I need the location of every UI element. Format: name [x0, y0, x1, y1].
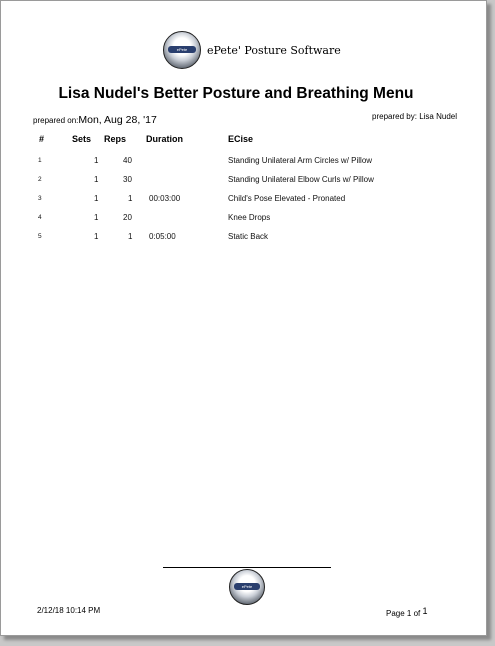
prepared-on-date: Mon, Aug 28, '17 — [78, 114, 157, 126]
row-number: 1 — [38, 157, 42, 164]
prepared-on — [33, 114, 157, 126]
row-exercise: Standing Unilateral Elbow Curls w/ Pillow — [228, 175, 374, 184]
row-exercise: Child's Pose Elevated - Pronated — [228, 194, 346, 203]
prepared-by-name: Lisa Nudel — [419, 112, 457, 121]
row-reps: 20 — [123, 213, 132, 222]
row-number: 2 — [38, 176, 42, 183]
row-sets: 1 — [94, 156, 99, 165]
row-reps: 1 — [128, 194, 133, 203]
row-sets: 1 — [94, 232, 99, 241]
column-header-number: # — [39, 134, 45, 144]
row-number: 4 — [38, 214, 42, 221]
row-reps: 40 — [123, 156, 132, 165]
row-sets: 1 — [94, 194, 99, 203]
print-datetime: 2/12/18 10:14 PM — [37, 606, 101, 615]
row-sets: 1 — [94, 213, 99, 222]
row-number: 3 — [38, 195, 42, 202]
globe-logo-icon — [163, 31, 201, 69]
page-label: Page 1 of — [386, 609, 421, 618]
row-reps: 30 — [123, 175, 132, 184]
row-duration: 00:03:00 — [149, 194, 181, 203]
header-logo — [163, 31, 341, 69]
page-number — [386, 608, 428, 618]
row-sets: 1 — [94, 175, 99, 184]
column-header-duration: Duration — [146, 134, 183, 144]
column-header-reps: Reps — [104, 134, 127, 144]
prepared-by-label: prepared by: — [372, 112, 417, 121]
footer-logo-badge-text: ePete — [241, 584, 253, 589]
row-exercise: Standing Unilateral Arm Circles w/ Pillow — [228, 156, 373, 165]
prepared-by — [372, 112, 457, 121]
page-total: 1 — [422, 606, 428, 616]
footer-globe-logo-icon — [229, 569, 265, 605]
column-header-exercise: ECise — [228, 134, 254, 144]
logo-text: ePete' Posture Software — [207, 43, 341, 57]
footer-divider — [163, 567, 331, 568]
row-number: 5 — [38, 233, 42, 240]
column-header-sets: Sets — [72, 134, 92, 144]
row-exercise: Knee Drops — [228, 213, 271, 222]
logo-badge-text: ePete — [176, 47, 188, 52]
row-duration: 0:05:00 — [149, 232, 176, 241]
page-title: Lisa Nudel's Better Posture and Breathing Menu — [58, 85, 414, 102]
row-reps: 1 — [128, 232, 133, 241]
row-exercise: Static Back — [228, 232, 269, 241]
prepared-on-label: prepared on: — [33, 116, 79, 125]
